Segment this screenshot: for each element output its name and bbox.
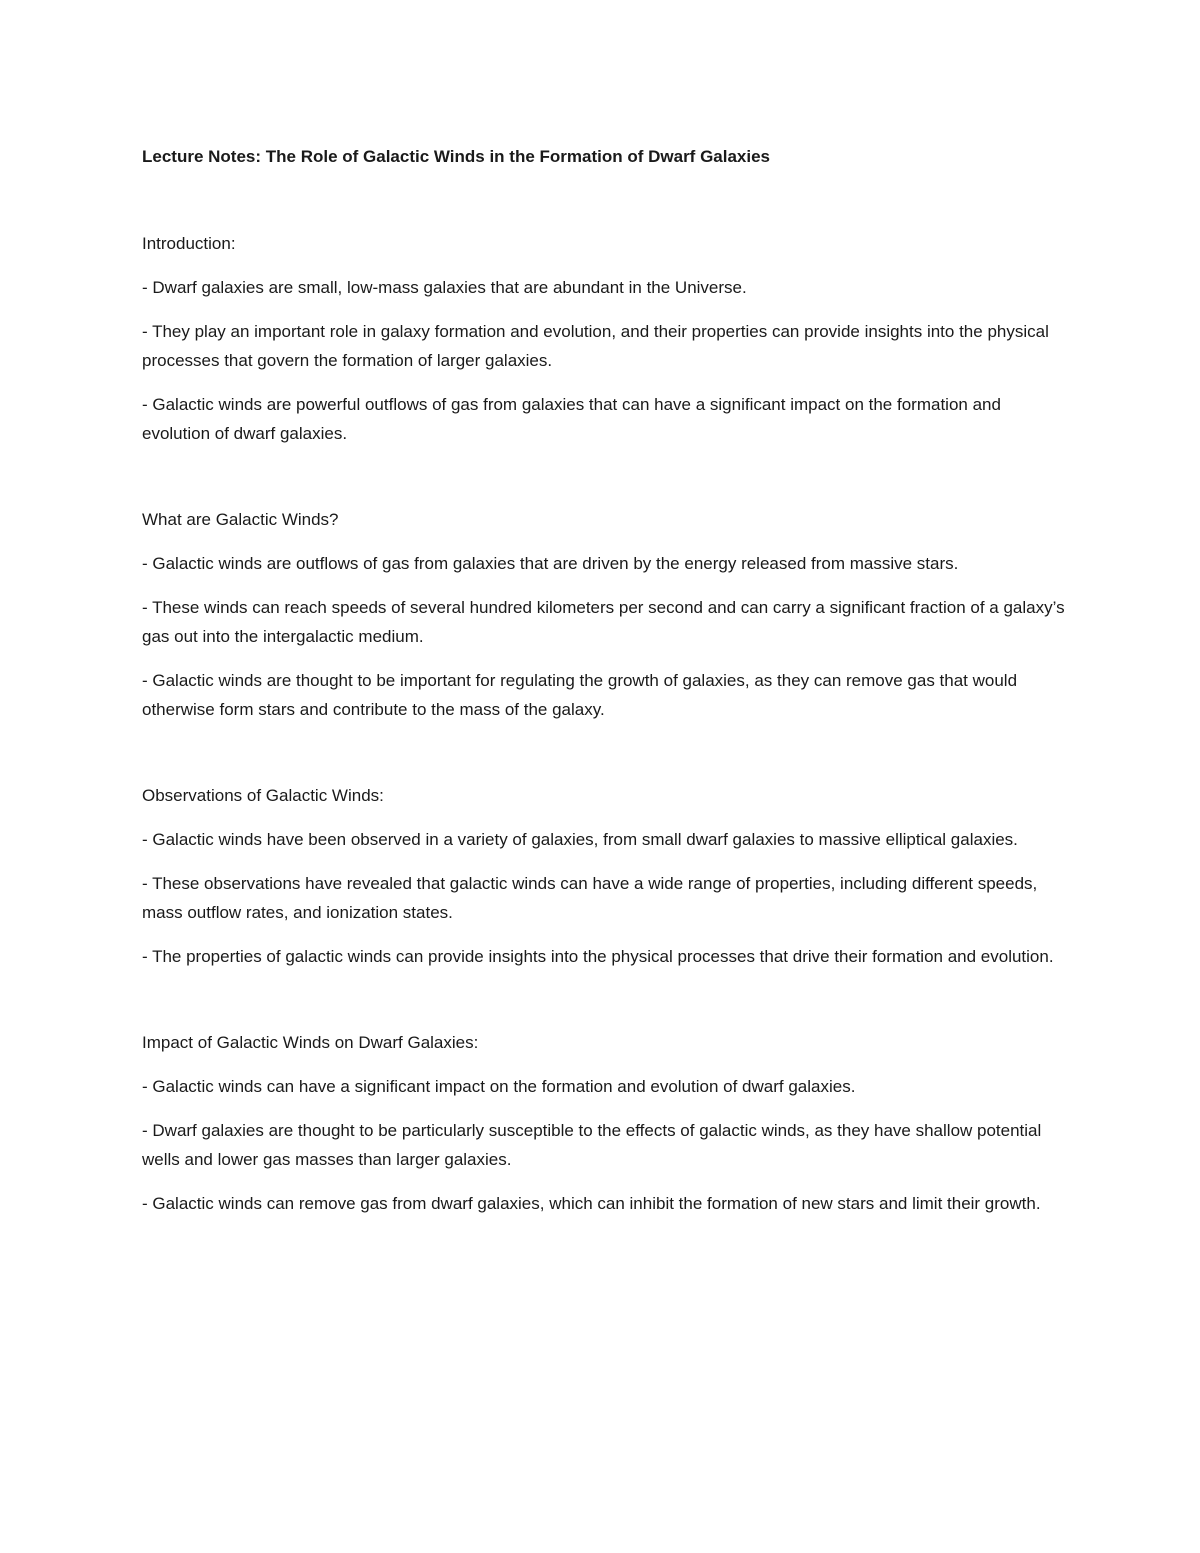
section-observations [142,781,1067,971]
bullet-item: - Galactic winds are outflows of gas from galaxies that are driven by the energy released from massive stars. [142,554,959,573]
bullet-item: - Galactic winds are powerful outflows of gas from galaxies that can have a significant impact on the formation and evolution of dwarf galaxies. [142,395,1001,443]
spacer [142,986,1067,1028]
bullet-item: - Dwarf galaxies are thought to be particularly susceptible to the effects of galactic winds, as they have shallow potential wells and lower gas masses than larger galaxies. [142,1121,1042,1169]
document-body [142,142,1067,1233]
section-heading: Impact of Galactic Winds on Dwarf Galaxies: [142,1033,479,1052]
bullet-item: - These observations have revealed that galactic winds can have a wide range of properties, including different speeds, mass outflow rates, and ionization states. [142,874,1038,922]
bullet-item: - The properties of galactic winds can provide insights into the physical processes that drive their formation and evolution. [142,947,1054,966]
spacer [142,172,1067,229]
bullet-item: - These winds can reach speeds of several hundred kilometers per second and can carry a significant fraction of a galaxy’s gas out into the intergalactic medium. [142,598,1065,646]
bullet-item: - Galactic winds are thought to be important for regulating the growth of galaxies, as they can remove gas that would otherwise form stars and contribute to the mass of the galaxy. [142,671,1018,719]
bullet-item: - Dwarf galaxies are small, low-mass galaxies that are abundant in the Universe. [142,278,747,297]
section-introduction [142,229,1067,448]
section-what-are-galactic-winds [142,505,1067,724]
document-title: Lecture Notes: The Role of Galactic Winds in the Formation of Dwarf Galaxies [142,147,771,166]
spacer [142,463,1067,505]
section-heading: What are Galactic Winds? [142,510,339,529]
bullet-item: - Galactic winds can have a significant impact on the formation and evolution of dwarf galaxies. [142,1077,856,1096]
section-heading: Introduction: [142,234,236,253]
spacer [142,739,1067,781]
bullet-item: - Galactic winds can remove gas from dwarf galaxies, which can inhibit the formation of new stars and limit their growth. [142,1194,1041,1213]
section-impact [142,1028,1067,1218]
section-heading: Observations of Galactic Winds: [142,786,384,805]
bullet-item: - They play an important role in galaxy formation and evolution, and their properties can provide insights into the physical processes that govern the formation of larger galaxies. [142,322,1049,370]
bullet-item: - Galactic winds have been observed in a variety of galaxies, from small dwarf galaxies to massive elliptical galaxies. [142,830,1018,849]
